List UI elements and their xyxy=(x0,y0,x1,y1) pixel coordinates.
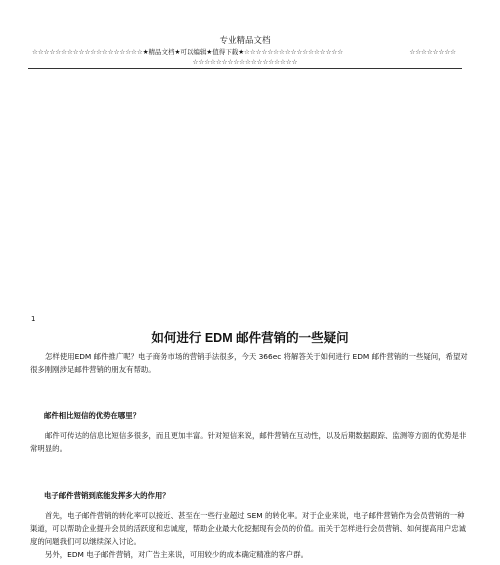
header-divider xyxy=(28,68,462,69)
section-heading: 邮件相比短信的优势在哪里？ xyxy=(44,411,141,420)
section-paragraph: 另外，EDM 电子邮件营销，对广告主来说，可用较少的成本确定精准的客户群。 xyxy=(45,550,308,559)
header-stars-line xyxy=(28,47,462,58)
section-body xyxy=(30,429,470,455)
section-paragraph: 首先，电子邮件营销的转化率可以接近、甚至在一些行业超过 SEM 的转化率。对于企业来说，电子邮件营销作为会员营销的一种渠道，可以帮助企业提升会员的活跃度和忠诚度，帮助企业最大化挖掘现有会员的价值。而关于怎样进行会员营销、如何提高用户忠诚度的问题我们可以继续深入讨论。 xyxy=(30,511,467,546)
section-body xyxy=(30,509,470,561)
header-stars-second: ☆☆☆☆☆☆☆☆☆☆☆☆☆☆☆☆☆☆ xyxy=(192,58,298,66)
section-heading: 电子邮件营销到底能发挥多大的作用？ xyxy=(44,491,170,500)
intro-paragraph: 怎样使用EDM 邮件推广呢？电子商务市场的营销手法很多，今天 366ec 将解答关于如何进行 EDM 邮件营销的一些疑问，希望对很多刚刚涉足邮件营销的朋友有帮助。 xyxy=(30,352,468,374)
section-paragraph: 邮件可传达的信息比短信多很多，而且更加丰富。针对短信来说，邮件营销在互动性，以及后期数据跟踪、监测等方面的优势是非常明显的。 xyxy=(30,431,467,453)
header-title: 专业精品文档 xyxy=(219,36,271,46)
document-title: 如何进行 EDM 邮件营销的一些疑问 xyxy=(151,331,349,345)
intro-block xyxy=(30,350,470,376)
header-stars-right: ☆☆☆☆☆☆☆☆ xyxy=(409,48,456,56)
page-number: 1 xyxy=(31,315,36,323)
document-header xyxy=(28,36,462,67)
header-stars-main: ☆☆☆☆☆☆☆☆☆☆☆☆☆☆☆☆☆☆☆★精品文档★可以编辑★值得下载★☆☆☆☆☆☆☆☆☆☆☆☆☆☆☆☆☆ xyxy=(32,48,344,56)
